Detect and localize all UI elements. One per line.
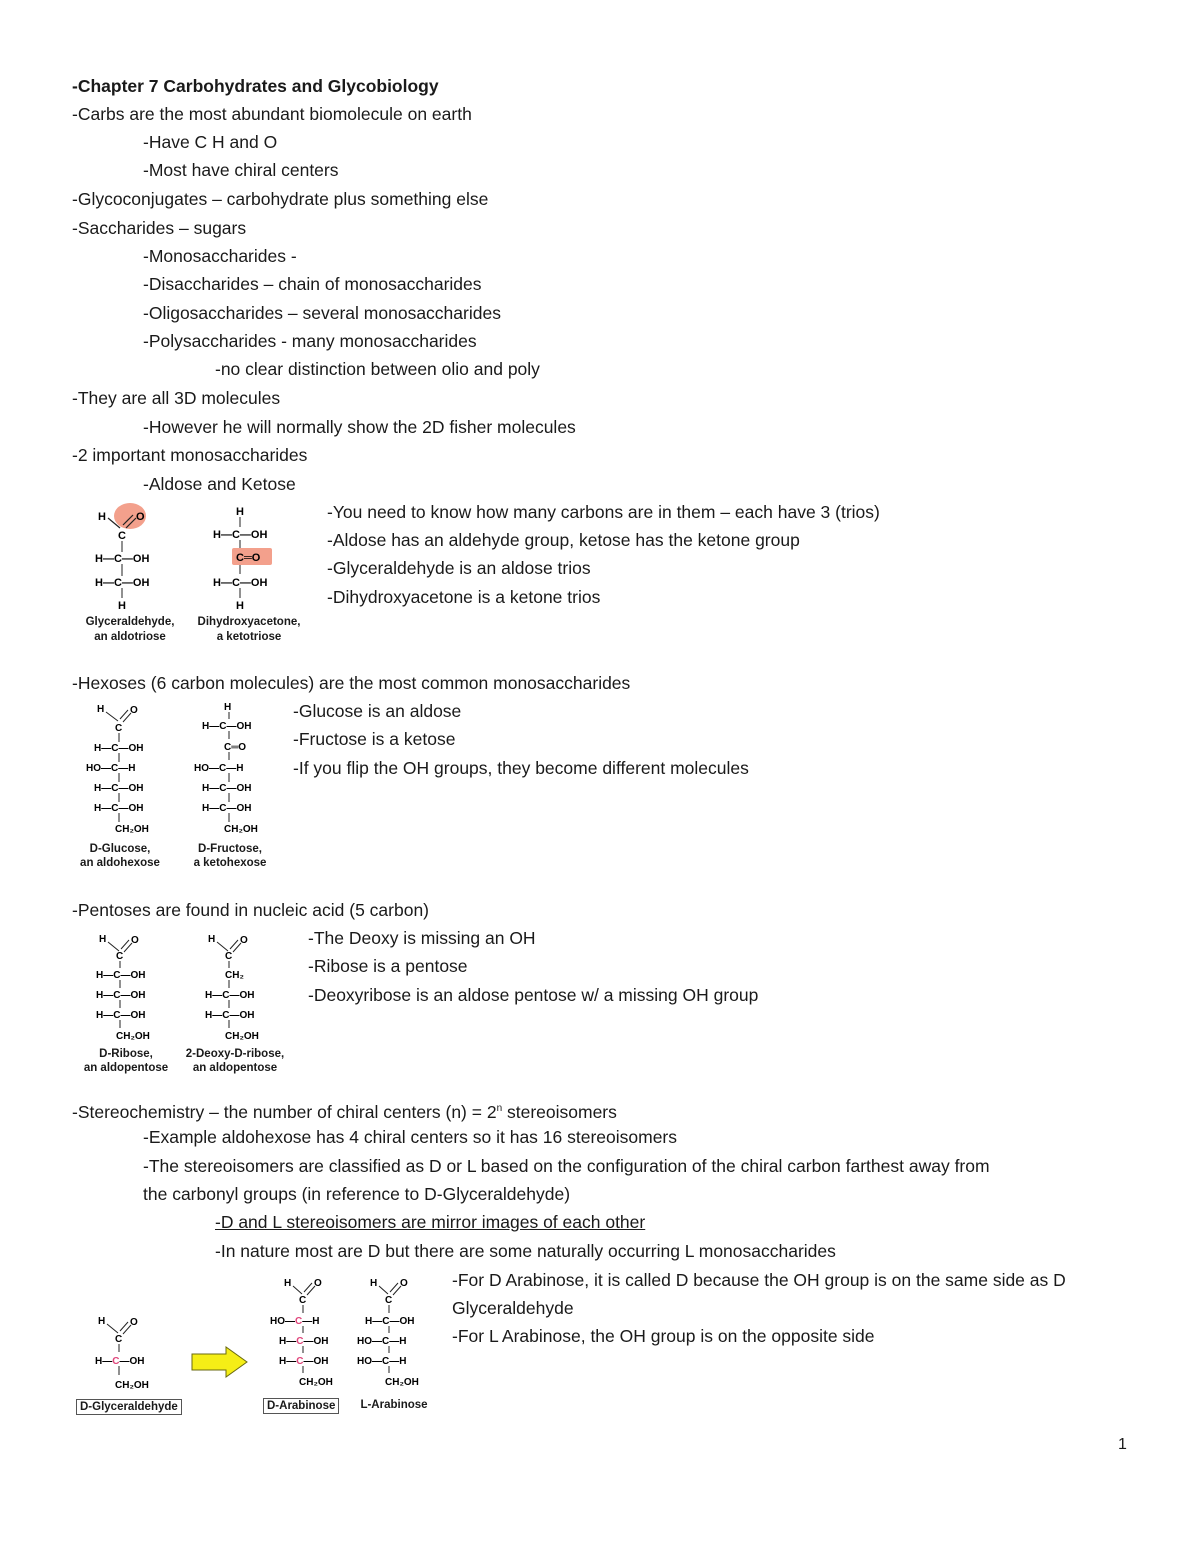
- svg-text:H: H: [98, 511, 106, 523]
- svg-text:O: O: [400, 1278, 408, 1289]
- svg-text:H—C—OH: H—C—OH: [205, 990, 255, 1001]
- svg-text:O: O: [131, 935, 139, 946]
- ribose-structure: [86, 930, 176, 1045]
- note-line: -Most have chiral centers: [143, 160, 339, 180]
- note-line: -Oligosaccharides – several monosaccharides: [143, 303, 501, 323]
- svg-text:C: C: [299, 1295, 307, 1306]
- svg-text:HO—C—H: HO—C—H: [194, 763, 244, 774]
- svg-text:H—C—OH: H—C—OH: [202, 783, 252, 794]
- svg-text:H—C—OH: H—C—OH: [96, 990, 146, 1001]
- figure-label: a ketotriose: [216, 631, 282, 643]
- note-line: -In nature most are D but there are some naturally occurring L monosaccharides: [215, 1241, 836, 1261]
- note-line: -Disaccharides – chain of monosaccharides: [143, 274, 482, 294]
- svg-text:HO—C—H: HO—C—H: [270, 1316, 320, 1327]
- svg-text:CH₂OH: CH₂OH: [116, 1031, 150, 1042]
- figure-label: an aldohexose: [80, 857, 160, 869]
- d-glyceraldehyde-structure: [90, 1312, 170, 1394]
- figure-label: an aldopentose: [192, 1062, 278, 1074]
- note-line: -Aldose has an aldehyde group, ketose has the ketone group: [327, 530, 800, 550]
- svg-text:H—C—OH: H—C—OH: [95, 1356, 145, 1367]
- svg-text:H: H: [98, 1316, 106, 1327]
- svg-text:C═O: C═O: [236, 552, 261, 564]
- svg-text:HO—C—H: HO—C—H: [357, 1356, 407, 1367]
- svg-text:O: O: [136, 511, 145, 523]
- note-line: Glyceraldehyde: [452, 1298, 574, 1318]
- svg-text:H: H: [118, 600, 126, 612]
- svg-text:H—C—OH: H—C—OH: [205, 1010, 255, 1021]
- note-line: -Monosaccharides -: [143, 246, 297, 266]
- svg-text:CH₂OH: CH₂OH: [115, 824, 149, 835]
- note-line: -If you flip the OH groups, they become different molecules: [293, 758, 749, 778]
- svg-text:C: C: [115, 1334, 123, 1345]
- svg-text:H—C—OH: H—C—OH: [213, 577, 268, 589]
- svg-text:H—C—OH: H—C—OH: [213, 529, 268, 541]
- figure-label: D-Arabinose: [263, 1398, 339, 1414]
- svg-text:H—C—OH: H—C—OH: [202, 803, 252, 814]
- svg-text:C═O: C═O: [224, 742, 247, 753]
- svg-text:O: O: [314, 1278, 322, 1289]
- page-number: 1: [1118, 1436, 1127, 1453]
- note-line: [72, 1098, 617, 1123]
- svg-text:H—C—OH: H—C—OH: [95, 553, 150, 565]
- glucose-structure: [82, 700, 172, 840]
- svg-text:H—C—OH: H—C—OH: [96, 970, 146, 981]
- note-line: -You need to know how many carbons are in them – each have 3 (trios): [327, 502, 880, 522]
- svg-text:C: C: [115, 723, 123, 734]
- svg-text:H: H: [236, 600, 244, 612]
- note-line: -The stereoisomers are classified as D or L based on the configuration of the chiral carbon farthest away from: [143, 1156, 990, 1176]
- svg-text:H—C—OH: H—C—OH: [94, 803, 144, 814]
- note-line: -The Deoxy is missing an OH: [308, 928, 536, 948]
- figure-label: D-Glyceraldehyde: [76, 1399, 182, 1415]
- svg-text:H: H: [208, 934, 216, 945]
- note-line: -Saccharides – sugars: [72, 218, 247, 238]
- svg-text:H: H: [370, 1278, 378, 1289]
- note-line: -Glucose is an aldose: [293, 701, 462, 721]
- deoxyribose-structure: [198, 930, 288, 1045]
- svg-text:H—C—OH: H—C—OH: [94, 743, 144, 754]
- figure-label: L-Arabinose: [360, 1399, 428, 1411]
- note-line: -Carbs are the most abundant biomolecule on earth: [72, 104, 472, 124]
- note-line: -For L Arabinose, the OH group is on the opposite side: [452, 1326, 875, 1346]
- note-line: -However he will normally show the 2D fisher molecules: [143, 417, 576, 437]
- figure-label: D-Glucose,: [89, 843, 151, 855]
- svg-text:H: H: [99, 934, 107, 945]
- note-line: -Polysaccharides - many monosaccharides: [143, 331, 477, 351]
- svg-text:O: O: [130, 1317, 138, 1328]
- superscript-n: n: [496, 1103, 503, 1114]
- svg-text:C: C: [116, 951, 124, 962]
- svg-text:H—C—OH: H—C—OH: [96, 1010, 146, 1021]
- l-arabinose-structure: [356, 1272, 436, 1394]
- chapter-title: -Chapter 7 Carbohydrates and Glycobiology: [72, 76, 439, 96]
- svg-text:C: C: [225, 951, 233, 962]
- svg-text:H—C—OH: H—C—OH: [94, 783, 144, 794]
- note-line: -2 important monosaccharides: [72, 445, 308, 465]
- note-line: -Pentoses are found in nucleic acid (5 carbon): [72, 900, 430, 920]
- svg-text:HO—C—H: HO—C—H: [86, 763, 136, 774]
- svg-text:CH₂: CH₂: [225, 970, 244, 981]
- note-line: -Deoxyribose is an aldose pentose w/ a missing OH group: [308, 985, 759, 1005]
- note-line: -Aldose and Ketose: [143, 474, 296, 494]
- note-line: -no clear distinction between olio and poly: [215, 359, 540, 379]
- right-arrow: [190, 1346, 250, 1378]
- svg-text:H—C—OH: H—C—OH: [365, 1316, 415, 1327]
- svg-text:H—C—OH: H—C—OH: [279, 1356, 329, 1367]
- figure-label: 2-Deoxy-D-ribose,: [185, 1048, 285, 1060]
- note-line: -Have C H and O: [143, 132, 278, 152]
- stereo-text-end: stereoisomers: [502, 1101, 617, 1122]
- note-line: -They are all 3D molecules: [72, 388, 281, 408]
- svg-text:H—C—OH: H—C—OH: [202, 721, 252, 732]
- d-arabinose-structure: [268, 1272, 348, 1394]
- svg-text:H—C—OH: H—C—OH: [279, 1336, 329, 1347]
- glyceraldehyde-structure: [90, 502, 170, 612]
- svg-text:CH₂OH: CH₂OH: [115, 1380, 149, 1391]
- svg-text:H: H: [224, 702, 232, 713]
- svg-text:H—C—OH: H—C—OH: [95, 577, 150, 589]
- svg-text:CH₂OH: CH₂OH: [224, 824, 258, 835]
- svg-text:H: H: [284, 1278, 292, 1289]
- svg-text:CH₂OH: CH₂OH: [385, 1377, 419, 1388]
- svg-text:O: O: [130, 705, 138, 716]
- note-line: -Dihydroxyacetone is a ketone trios: [327, 587, 601, 607]
- svg-text:O: O: [240, 935, 248, 946]
- svg-text:CH₂OH: CH₂OH: [299, 1377, 333, 1388]
- note-line: -For D Arabinose, it is called D because the OH group is on the same side as D: [452, 1270, 1066, 1290]
- svg-text:C: C: [385, 1295, 393, 1306]
- svg-text:H: H: [236, 506, 244, 518]
- note-line: -Hexoses (6 carbon molecules) are the most common monosaccharides: [72, 673, 631, 693]
- svg-text:C: C: [118, 530, 126, 542]
- figure-label: D-Ribose,: [99, 1048, 153, 1060]
- figure-label: Dihydroxyacetone,: [197, 616, 301, 628]
- note-line: -Glycoconjugates – carbohydrate plus something else: [72, 189, 489, 209]
- note-line: -D and L stereoisomers are mirror images of each other: [215, 1212, 646, 1232]
- note-line: -Glyceraldehyde is an aldose trios: [327, 558, 591, 578]
- svg-text:CH₂OH: CH₂OH: [225, 1031, 259, 1042]
- figure-label: an aldopentose: [83, 1062, 169, 1074]
- svg-text:H: H: [97, 704, 105, 715]
- figure-label: an aldotriose: [94, 631, 166, 643]
- dihydroxyacetone-structure: [208, 502, 288, 612]
- figure-label: D-Fructose,: [198, 843, 262, 855]
- fructose-structure: [192, 700, 282, 840]
- note-line: the carbonyl groups (in reference to D-Glyceraldehyde): [143, 1184, 571, 1204]
- figure-label: Glyceraldehyde,: [85, 616, 175, 628]
- note-line: -Ribose is a pentose: [308, 956, 468, 976]
- note-line: -Example aldohexose has 4 chiral centers so it has 16 stereoisomers: [143, 1127, 678, 1147]
- note-line: -Fructose is a ketose: [293, 729, 456, 749]
- stereo-text: -Stereochemistry – the number of chiral centers (n) = 2: [72, 1101, 497, 1122]
- figure-label: a ketohexose: [193, 857, 267, 869]
- svg-text:HO—C—H: HO—C—H: [357, 1336, 407, 1347]
